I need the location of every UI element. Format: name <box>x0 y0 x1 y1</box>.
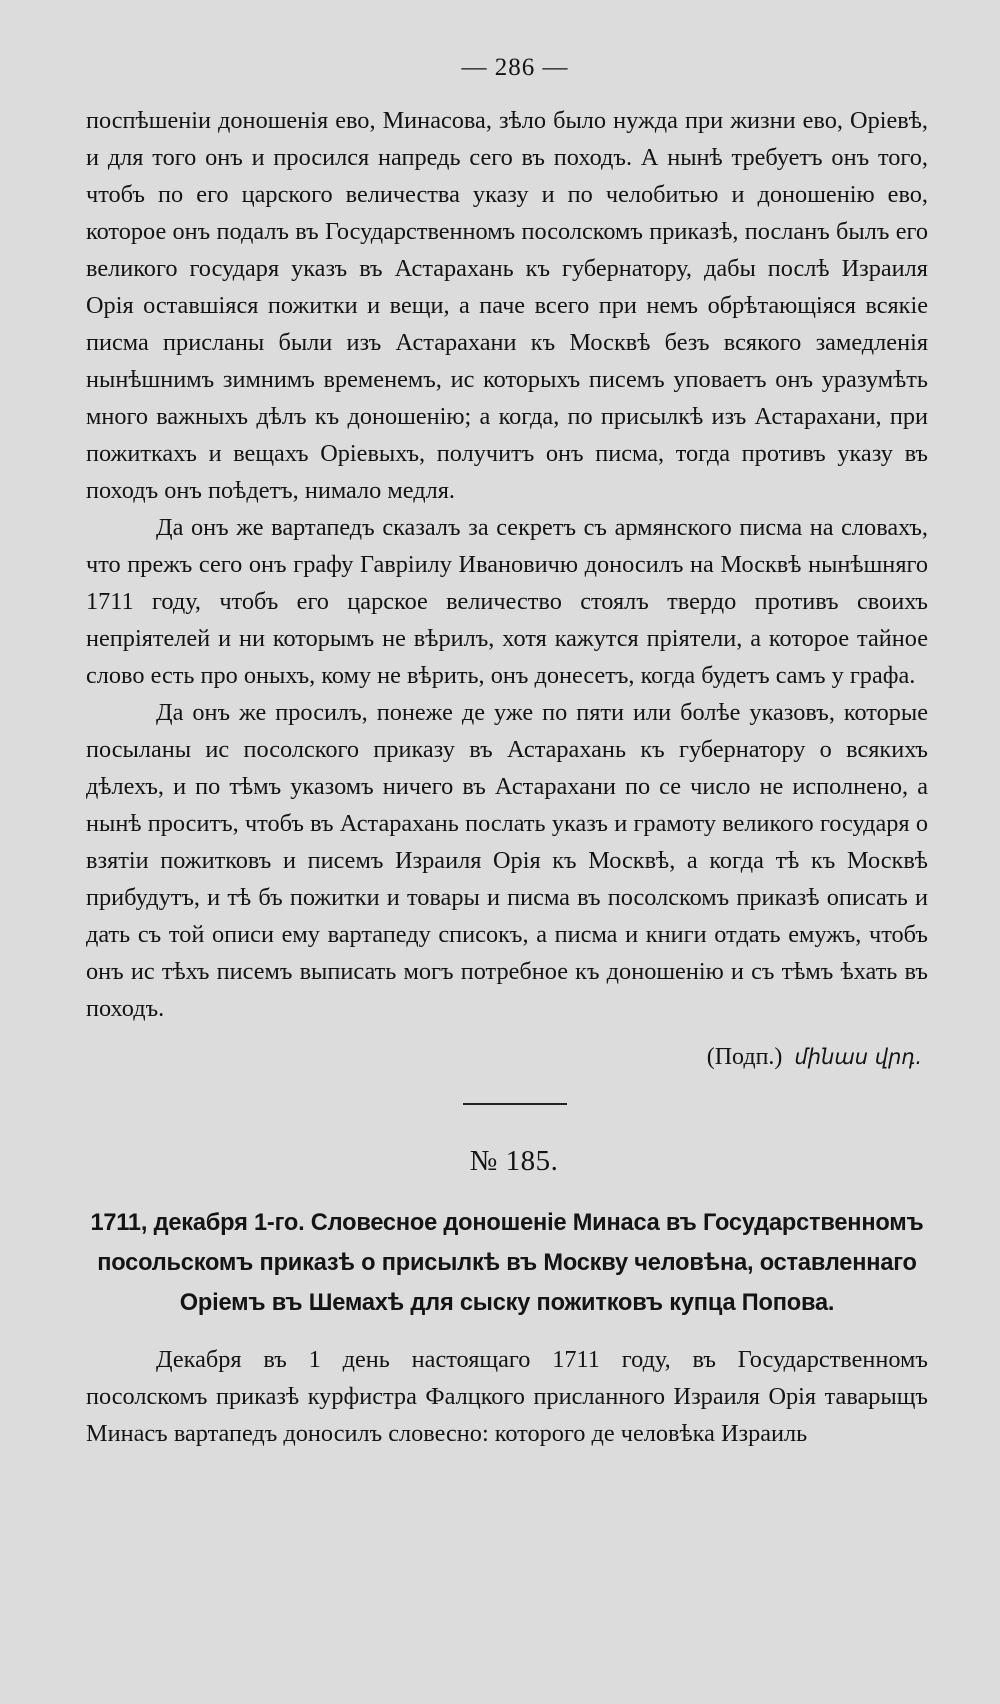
section-divider <box>463 1103 567 1105</box>
signature-line <box>86 1039 922 1075</box>
signature-armenian: մինաս վրդ. <box>794 1045 922 1069</box>
paragraph-secret-message: Да онъ же вартапедъ сказалъ за секретъ съ армянского писма на словахъ, что прежъ сего онъ графу Гавріилу Ивановичю доносилъ на Москвѣ нынѣшняго 1711 году, чтобъ его царское величество стоялъ твердо противъ своихъ непріятелей и ни которымъ не вѣрилъ, хотя кажутся пріятели, а которое тайное слово есть про оныхъ, кому не вѣрить, онъ донесетъ, когда будетъ самъ у графа. <box>86 514 928 689</box>
paragraph-continuation: поспѣшеніи доношенія ево, Минасова, зѣло было нужда при жизни ево, Оріевѣ, и для того онъ и просился напредь сего въ походъ. А нынѣ требуетъ онъ того, чтобъ по его царского величества указу и по челобитью и доношенію ево, которое онъ подалъ въ Государственномъ посолскомъ приказѣ, посланъ былъ его великого государя указъ въ Астарахань къ губернатору, дабы послѣ Израиля Орія оставшіяся пожитки и вещи, а паче всего при немъ обрѣтающіяся всякіе писма присланы были изъ Астарахани къ Москвѣ безъ всякого замедленія нынѣшнимъ зимнимъ временемъ, ис которыхъ писемъ уповаетъ онъ уразумѣть много важныхъ дѣлъ къ доношенію; а когда, по присылкѣ изъ Астарахани, при пожиткахъ и вещахъ Оріевыхъ, получитъ онъ писма, тогда противъ указу въ походъ онъ поѣдетъ, нимало медля. <box>86 107 928 504</box>
paragraph-report: Декабря въ 1 день настоящаго 1711 году, въ Государственномъ посолскомъ приказѣ курфистра Фалцкого присланного Израиля Орія таварыщъ Минасъ вартапедъ доносилъ словесно: которого де человѣка Израиль <box>86 1346 928 1447</box>
page-number: — 286 — <box>461 54 569 81</box>
paragraph-request-decree: Да онъ же просилъ, понеже де уже по пяти или болѣе указовъ, которые посыланы ис посолского приказу въ Астарахань къ губернатору о всякихъ дѣлехъ, и по тѣмъ указомъ ничего въ Астарахани по се число не исполнено, а нынѣ проситъ, чтобъ въ Астарахань послать указъ и грамоту великого государя о взятіи пожитковъ и писемъ Израиля Орія къ Москвѣ, а когда тѣ къ Москвѣ прибудутъ, и тѣ бъ пожитки и товары и писма въ посолскомъ приказѣ описать и дать съ той описи ему вартапеду списокъ, а писма и книги отдать емужъ, чтобъ онъ ис тѣхъ писемъ выписать могъ потребное къ доношенію и съ тѣмъ ѣхать въ походъ. <box>86 699 928 1022</box>
document-number: № 185. <box>469 1145 559 1177</box>
signature-prefix: (Подп.) <box>706 1044 783 1070</box>
document-heading: 1711, декабря 1-го. Словесное доношеніе Минаса въ Государственномъ посольскомъ приказѣ о присылкѣ въ Москву человѣна, оставленнаго Оріемъ въ Шемахѣ для сыску пожитковъ купца Попова. <box>90 1210 924 1316</box>
